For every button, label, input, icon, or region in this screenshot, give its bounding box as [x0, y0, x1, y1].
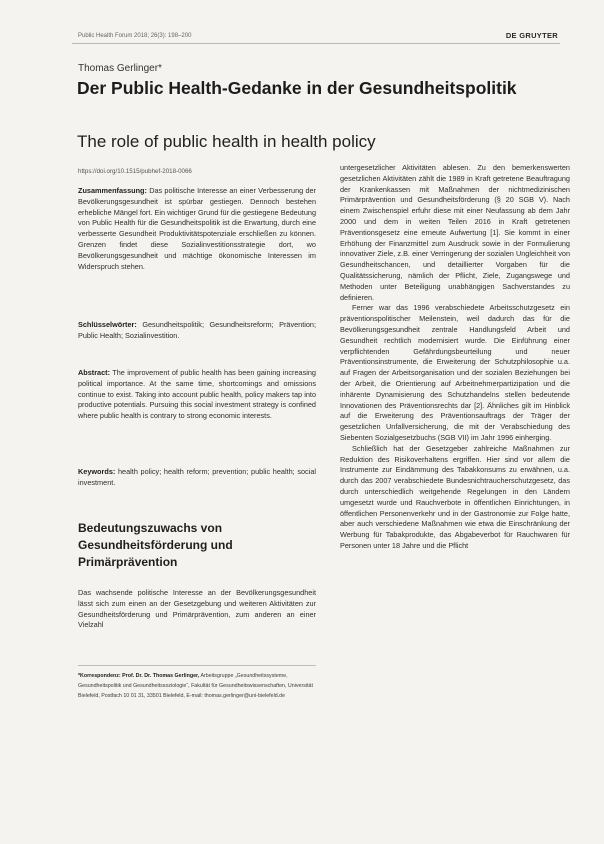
- right-column: [340, 163, 570, 552]
- author-name: Thomas Gerlinger*: [78, 63, 162, 74]
- zusammenfassung: [78, 186, 316, 272]
- paragraph-3: Schließlich hat der Gesetzgeber zahlreiche Maßnahmen zur Reduktion des Risikoverhaltens ergriffen. Hier sind vor allem die Instrumente zur Eindämmung des Tabakkonsums zu erwähnen, u.a. durch das 2007 verabschiedete Bundesnichtraucherschutzgesetz, das durch unterschiedlich weitgehende Regelungen in den Ländern umgesetzt wurde und Rauchverbote in öffentlichen Einrichtungen, in öffentlichen Personenverkehr und in der Gastronomie zur Folge hatte, aber auch verschiedene Maßnahmen wie etwa die Einschränkung der Werbung für Tabakprodukte, das Abgabeverbot für Rauchwaren für Personen unter 18 Jahre und die Pflicht: [340, 443, 570, 550]
- title-german: Der Public Health-Gedanke in der Gesundheitspolitik: [77, 78, 517, 98]
- correspondence-footnote: [78, 671, 318, 701]
- keywords-text: health policy; health reform; prevention; public health; social investment.: [78, 467, 317, 487]
- footnote-label: *Korrespondenz: Prof. Dr. Dr. Thomas Gerlinger,: [78, 673, 200, 679]
- title-english: The role of public health in health policy: [77, 132, 376, 151]
- zusammenfassung-label: Zusammenfassung:: [78, 186, 147, 195]
- paragraph-2: Ferner war das 1996 verabschiedete Arbeitsschutzgesetz ein präventionspolitischer Meilenstein, weil dadurch das für die Bevölkerungsgesundheit zentrale Handlungsfeld Arbeit und Gesundheit rechtlich modernisiert wurde. Die Einführung einer verpflichtenden Gefährdungsbeurteilung und neuer Präventionsinstrumente, die Erweiterung der Schutzphilosophie u.a. auf Fragen der Arbeitsorganisation und der sozialen Beziehungen bei der Arbeit, die Orientierung auf Arbeitnehmerpartizipation und die inhärente Dynamisierung des Schutzhandelns stellen bedeutende Innovationen des Präventionsrechts dar [2]. Ähnliches gilt im Hinblick auf die Erweiterung des Präventionsauftrags der Träger der gesetzlichen Unfallversicherung, die mit der Verabschiedung des Siebenten Sozialgesetzbuchs (SGB VII) im Jahr 1996 einherging.: [340, 303, 570, 442]
- schluesselwoerter: [78, 320, 316, 342]
- footnote-text: Arbeitsgruppe „Gesundheitssysteme, Gesundheitspolitik und Gesundheitssoziologie“, Fakultät für Gesundheitswissenschaften, Universität Bielefeld, Postfach 10 01 31, 33501 Bielefeld, E-mail: thomas.gerlinger@uni-bielefeld.de: [78, 673, 313, 699]
- running-header: [72, 31, 560, 47]
- keywords: [78, 467, 316, 489]
- schluesselwoerter-label: Schlüsselwörter:: [78, 320, 137, 329]
- doi-link[interactable]: https://doi.org/10.1515/pubhef-2018-0066: [78, 168, 192, 175]
- keywords-label: Keywords:: [78, 467, 116, 476]
- journal-citation: Public Health Forum 2018; 26(3): 198–200: [78, 33, 192, 39]
- abstract-label: Abstract:: [78, 368, 111, 377]
- header-rule: [72, 43, 560, 44]
- zusammenfassung-text: Das politische Interesse an einer Verbesserung der Bevölkerungsgesundheit ist spürbar gestiegen. Dennoch bestehen erhebliche Mängel fort. Ein wichtiger Grund für die gestiegene Bedeutung von Public Health für die Gesundheitspolitik ist die Erwartung, durch eine verbesserte Gesundheit Produktivitätspotenziale erschließen zu können. Grenzen findet diese Sozialinvestitionsstrategie dort, wo Bevölkerungsgesundheit und mächtige ökonomische Interessen im Widerspruch stehen.: [78, 186, 316, 271]
- section-body: Das wachsende politische Interesse an der Bevölkerungsgesundheit lässt sich zum einen an der Gesetzgebung und weiteren Aktivitäten zur Gesundheitsförderung und Primärprävention, zum anderen an einer Vielzahl: [78, 588, 316, 630]
- abstract-text: The improvement of public health has been gaining increasing political importance. At the same time, shortcomings and omissions continue to exist. Taking into account public health, policy makers tap into productive potentials. Pursuing this social investment strategy is confined where public health is contrary to strong economic interests.: [78, 368, 316, 421]
- schluesselwoerter-text: Gesundheitspolitik; Gesundheitsreform; Prävention; Public Health; Sozialinvestition.: [78, 320, 316, 340]
- section-heading: Bedeutungszuwachs von Gesundheitsförderung und Primärprävention: [78, 521, 233, 569]
- paragraph-1: untergesetzlicher Aktivitäten ablesen. Zu den bemerkenswerten gesetzlichen Aktivitäten zählt die 1989 in Kraft getretene Beauftragung der Krankenkassen mit Maßnahmen der nichtmedizinischen Primärprävention und Gesundheitsförderung (§ 20 SGB V). Nach einem Zwischenspiel erfuhr diese mit einer Neufassung ab dem Jahr 2000 und dem in weiten Teilen 2016 in Kraft getretenen Präventionsgesetz eine erneute Aufwertung [1]. Sie kommt in einer Erhöhung der Finanzmittel zum Ausdruck sowie in der Formulierung innovativer Ziele, z.B. einer Verringerung der sozialen Ungleichheit von Gesundheitschancen, und detaillierter Vorgaben für die Qualitätssicherung, nämlich der Pflicht, Ziele, Zugangswege und Methoden unter Beteiligung unabhängigen Sachverstandes zu definieren.: [340, 163, 570, 302]
- footnote-rule: [78, 665, 316, 666]
- abstract: [78, 368, 316, 422]
- publisher-logo: DE GRUYTER: [505, 31, 558, 40]
